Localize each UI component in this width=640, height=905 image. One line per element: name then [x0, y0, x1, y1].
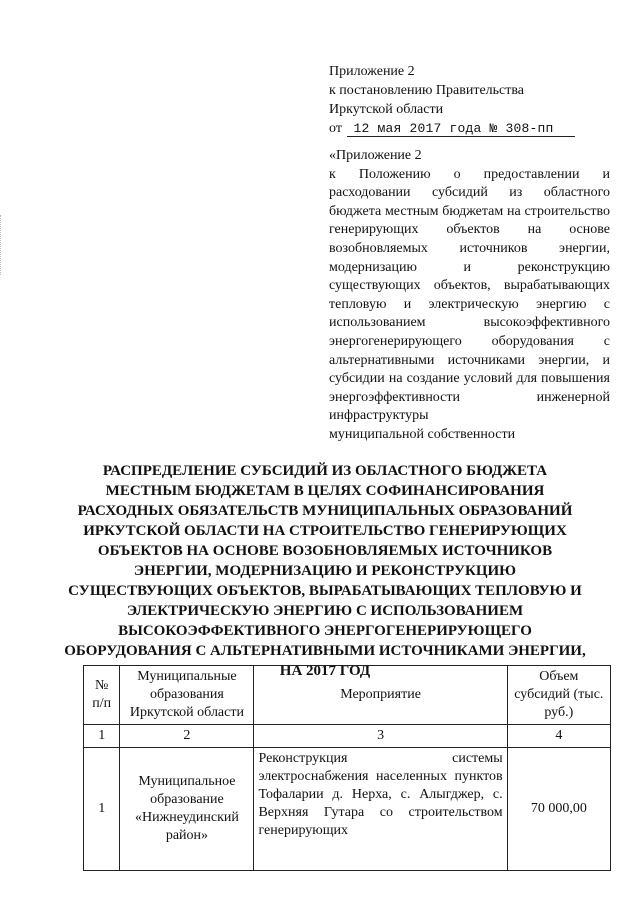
table-row: [84, 748, 611, 871]
scan-margin-mark: [0, 215, 4, 275]
appendix-authority: Иркутской области: [329, 102, 444, 117]
row-num: 1: [84, 748, 120, 871]
appendix-number: Приложение 2: [329, 64, 415, 79]
appendix-header: [329, 62, 609, 138]
date-value: 12 мая 2017 года № 308-пп: [347, 121, 575, 137]
column-number: 2: [120, 725, 254, 748]
row-amount: 70 000,00: [507, 748, 610, 871]
document-title: РАСПРЕДЕЛЕНИЕ СУБСИДИЙ ИЗ ОБЛАСТНОГО БЮДЖЕТА МЕСТНЫМ БЮДЖЕТАМ В ЦЕЛЯХ СОФИНАНСИРОВАНИЯ РАСХОДНЫХ ОБЯЗАТЕЛЬСТВ МУНИЦИПАЛЬНЫХ ОБРАЗОВАНИЙ ИРКУТСКОЙ ОБЛАСТИ НА СТРОИТЕЛЬСТВО ГЕНЕРИРУЮЩИХ ОБЪЕКТОВ НА ОСНОВЕ ВОЗОБНОВЛЯЕМЫХ ИСТОЧНИКОВ ЭНЕРГИИ, МОДЕРНИЗАЦИЮ И РЕКОНСТРУКЦИЮ СУЩЕСТВУЮЩИХ ОБЪЕКТОВ, ВЫРАБАТЫВАЮЩИХ ТЕПЛОВУЮ И ЭЛЕКТРИЧЕСКУЮ ЭНЕРГИЮ С ИСПОЛЬЗОВАНИЕМ ВЫСОКОЭФФЕКТИВНОГО ЭНЕРГОГЕНЕРИРУЮЩЕГО ОБОРУДОВАНИЯ С АЛЬТЕРНАТИВНЫМИ ИСТОЧНИКАМИ ЭНЕРГИИ, НА 2017 ГОД: [64, 463, 586, 679]
row-measure: Реконструкция системы электроснабжения населенных пунктов Тофаларии д. Нерха, с. Алыгджер, с. Верхняя Гутара со строительством генерирующих: [254, 748, 507, 871]
row-municipality: Муниципальное образование «Нижнеудинский район»: [120, 748, 254, 871]
annex-body: к Положению о предоставлении и расходовании субсидий из областного бюджета местным бюджетам на строительство генерирующих объектов на основе возобновляемых источников энергии, модернизацию и реконструкцию существующих объектов, вырабатывающих тепловую и электрическую энергию с использованием высокоэффективного энергогенерирующего оборудования с альтернативными источниками энергии, и субсидии на создание условий для повышения энергоэффективности инженерной инфраструктуры: [329, 166, 610, 424]
table-column-numbers-row: [84, 725, 611, 748]
subsidy-table: [83, 665, 611, 871]
annex-last-line: муниципальной собственности: [329, 426, 516, 442]
table-header-row: [84, 666, 611, 725]
header-measure: Мероприятие: [254, 666, 507, 725]
header-amount: Объем субсидий (тыс. руб.): [507, 666, 610, 725]
annex-block: [329, 147, 610, 445]
appendix-date-line: [329, 119, 609, 138]
date-prefix: от: [329, 121, 342, 136]
appendix-reference: к постановлению Правительства: [329, 83, 525, 98]
annex-title: «Приложение 2: [329, 148, 422, 163]
column-number: 4: [507, 725, 610, 748]
header-num: № п/п: [84, 666, 120, 725]
header-municipality: Муниципальные образования Иркутской области: [120, 666, 254, 725]
column-number: 3: [254, 725, 507, 748]
column-number: 1: [84, 725, 120, 748]
